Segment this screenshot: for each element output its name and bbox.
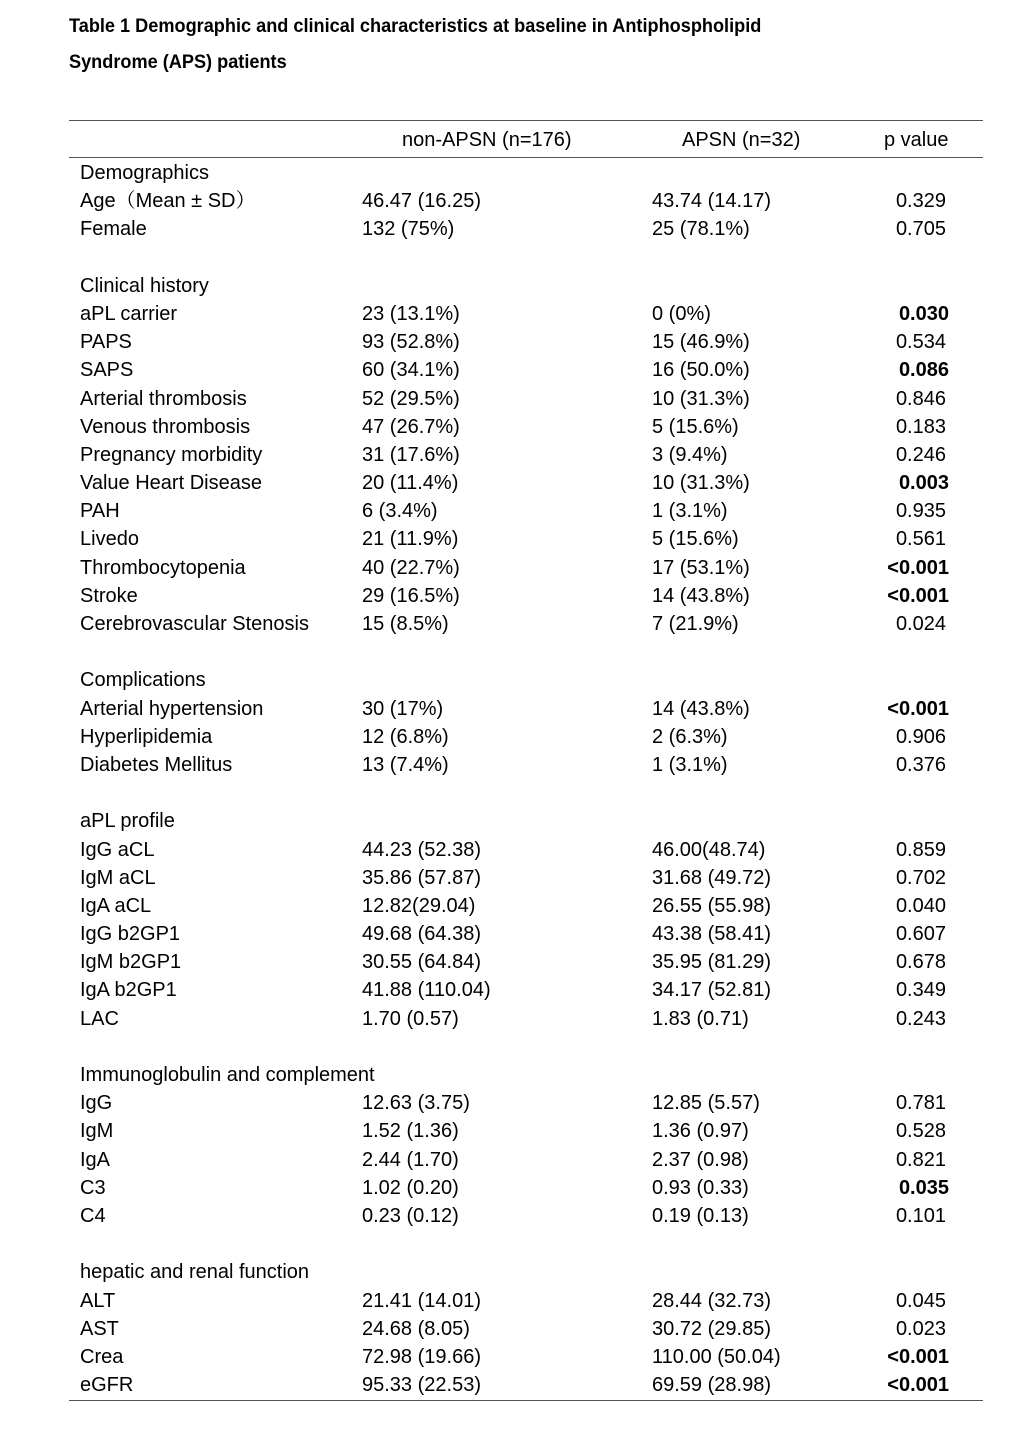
table-row bbox=[0, 215, 1034, 243]
cell-p-value: 0.528 bbox=[895, 1120, 946, 1143]
cell-non-apsn: 40 (22.7%) bbox=[362, 556, 460, 579]
cell-non-apsn: 60 (34.1%) bbox=[362, 359, 460, 382]
cell-p-value: 0.821 bbox=[895, 1148, 946, 1171]
table-row bbox=[0, 497, 1034, 525]
row-label: IgA aCL bbox=[80, 894, 152, 917]
row-label: PAPS bbox=[80, 331, 132, 354]
row-label: AST bbox=[80, 1317, 119, 1340]
cell-apsn: 46.00(48.74) bbox=[652, 838, 766, 861]
row-label: Hyperlipidemia bbox=[80, 725, 213, 748]
cell-non-apsn: 20 (11.4%) bbox=[362, 472, 459, 495]
cell-non-apsn: 44.23 (52.38) bbox=[362, 838, 481, 861]
cell-apsn: 17 (53.1%) bbox=[652, 556, 750, 579]
cell-non-apsn: 13 (7.4%) bbox=[362, 753, 449, 776]
row-label: Diabetes Mellitus bbox=[80, 753, 233, 776]
table-row bbox=[0, 610, 1034, 638]
row-label: Pregnancy morbidity bbox=[80, 443, 263, 466]
cell-non-apsn: 41.88 (110.04) bbox=[362, 979, 491, 1002]
cell-apsn: 10 (31.3%) bbox=[652, 387, 750, 410]
table-row bbox=[0, 385, 1034, 413]
cell-p-value: 0.534 bbox=[895, 331, 946, 354]
cell-apsn: 35.95 (81.29) bbox=[652, 951, 771, 974]
cell-non-apsn: 12 (6.8%) bbox=[362, 725, 449, 748]
top-rule bbox=[69, 120, 983, 121]
caption-line-2: Syndrome (APS) patients bbox=[69, 51, 287, 73]
cell-non-apsn: 0.23 (0.12) bbox=[362, 1204, 459, 1227]
cell-apsn: 43.38 (58.41) bbox=[652, 923, 771, 946]
row-label: Immunoglobulin and complement bbox=[80, 1064, 375, 1086]
cell-apsn: 0 (0%) bbox=[652, 302, 711, 325]
cell-p-value: 0.101 bbox=[895, 1204, 946, 1227]
cell-p-value: 0.023 bbox=[895, 1317, 946, 1340]
cell-p-value: <0.001 bbox=[887, 584, 949, 607]
row-label: IgM b2GP1 bbox=[80, 951, 182, 974]
cell-non-apsn: 49.68 (64.38) bbox=[362, 923, 481, 946]
cell-p-value: 0.243 bbox=[895, 1007, 946, 1030]
table-row bbox=[0, 1174, 1034, 1202]
header-rule bbox=[69, 157, 983, 158]
row-label: Arterial hypertension bbox=[80, 697, 264, 720]
table-row bbox=[0, 1343, 1034, 1371]
cell-p-value: 0.035 bbox=[898, 1176, 949, 1199]
section-header-row bbox=[0, 807, 1034, 835]
cell-p-value: 0.935 bbox=[895, 500, 946, 523]
row-label: Stroke bbox=[80, 584, 138, 607]
table-row bbox=[0, 695, 1034, 723]
cell-apsn: 30.72 (29.85) bbox=[652, 1317, 771, 1340]
cell-p-value: 0.376 bbox=[895, 753, 946, 776]
cell-p-value: 0.702 bbox=[895, 866, 946, 889]
table-row bbox=[0, 1315, 1034, 1343]
cell-non-apsn: 132 (75%) bbox=[362, 218, 455, 241]
row-label: ALT bbox=[80, 1289, 116, 1312]
table-row bbox=[0, 582, 1034, 610]
cell-non-apsn: 1.52 (1.36) bbox=[362, 1120, 459, 1143]
spacer-row bbox=[0, 244, 1034, 272]
cell-p-value: 0.349 bbox=[895, 979, 946, 1002]
table-row bbox=[0, 1371, 1034, 1399]
table-row bbox=[0, 920, 1034, 948]
table-caption bbox=[69, 8, 906, 80]
cell-apsn: 1.83 (0.71) bbox=[652, 1007, 749, 1030]
section-header-row bbox=[0, 1258, 1034, 1286]
cell-apsn: 5 (15.6%) bbox=[652, 528, 739, 551]
cell-apsn: 10 (31.3%) bbox=[652, 472, 750, 495]
cell-apsn: 12.85 (5.57) bbox=[652, 1092, 760, 1115]
cell-p-value: 0.561 bbox=[895, 528, 946, 551]
cell-non-apsn: 31 (17.6%) bbox=[362, 443, 460, 466]
cell-p-value: <0.001 bbox=[887, 556, 949, 579]
table-row bbox=[0, 723, 1034, 751]
cell-apsn: 16 (50.0%) bbox=[652, 359, 750, 382]
table-row bbox=[0, 1202, 1034, 1230]
cell-non-apsn: 30 (17%) bbox=[362, 697, 444, 720]
row-label: hepatic and renal function bbox=[80, 1261, 310, 1284]
cell-apsn: 31.68 (49.72) bbox=[652, 866, 771, 889]
cell-non-apsn: 95.33 (22.53) bbox=[362, 1374, 481, 1397]
cell-apsn: 1 (3.1%) bbox=[652, 753, 728, 776]
row-label: IgG bbox=[80, 1092, 113, 1115]
cell-p-value: 0.183 bbox=[895, 415, 946, 438]
row-label: C3 bbox=[80, 1176, 106, 1199]
row-label: Thrombocytopenia bbox=[80, 556, 246, 579]
cell-apsn: 34.17 (52.81) bbox=[652, 979, 771, 1002]
cell-apsn: 26.55 (55.98) bbox=[652, 894, 771, 917]
spacer-row bbox=[0, 779, 1034, 807]
cell-non-apsn: 35.86 (57.87) bbox=[362, 866, 481, 889]
cell-non-apsn: 6 (3.4%) bbox=[362, 500, 438, 523]
row-label: PAH bbox=[80, 500, 120, 523]
spacer-row bbox=[0, 1230, 1034, 1258]
cell-apsn: 25 (78.1%) bbox=[652, 218, 750, 241]
cell-non-apsn: 1.02 (0.20) bbox=[362, 1176, 459, 1199]
row-label: LAC bbox=[80, 1007, 119, 1030]
header-p-value: p value bbox=[884, 129, 949, 151]
row-label: Livedo bbox=[80, 528, 139, 551]
cell-p-value: <0.001 bbox=[887, 1345, 949, 1368]
cell-p-value: 0.906 bbox=[895, 725, 946, 748]
row-label: Crea bbox=[80, 1345, 124, 1368]
section-header-row bbox=[0, 1061, 1034, 1089]
row-label: IgG aCL bbox=[80, 838, 155, 861]
row-label: Value Heart Disease bbox=[80, 472, 262, 495]
row-label: aPL carrier bbox=[80, 302, 178, 325]
row-label: IgM bbox=[80, 1120, 114, 1143]
cell-p-value: 0.030 bbox=[898, 302, 949, 325]
cell-non-apsn: 46.47 (16.25) bbox=[362, 190, 481, 213]
row-label: eGFR bbox=[80, 1374, 134, 1397]
cell-p-value: 0.086 bbox=[898, 359, 949, 382]
cell-apsn: 69.59 (28.98) bbox=[652, 1374, 771, 1397]
cell-p-value: 0.859 bbox=[895, 838, 946, 861]
row-label: Venous thrombosis bbox=[80, 415, 251, 438]
row-label: aPL profile bbox=[80, 810, 175, 833]
cell-p-value: <0.001 bbox=[887, 697, 949, 720]
cell-apsn: 3 (9.4%) bbox=[652, 443, 728, 466]
cell-p-value: 0.040 bbox=[895, 894, 946, 917]
cell-apsn: 7 (21.9%) bbox=[652, 613, 739, 635]
cell-apsn: 14 (43.8%) bbox=[652, 697, 750, 720]
table-row bbox=[0, 554, 1034, 582]
cell-non-apsn: 1.70 (0.57) bbox=[362, 1007, 459, 1030]
cell-non-apsn: 52 (29.5%) bbox=[362, 387, 460, 410]
table-row bbox=[0, 525, 1034, 553]
table-row bbox=[0, 1005, 1034, 1033]
cell-apsn: 15 (46.9%) bbox=[652, 331, 750, 354]
cell-p-value: 0.246 bbox=[895, 443, 946, 466]
table-row bbox=[0, 864, 1034, 892]
cell-apsn: 14 (43.8%) bbox=[652, 584, 750, 607]
cell-non-apsn: 12.63 (3.75) bbox=[362, 1092, 470, 1115]
cell-p-value: 0.024 bbox=[895, 613, 946, 635]
cell-non-apsn: 29 (16.5%) bbox=[362, 584, 460, 607]
cell-non-apsn: 15 (8.5%) bbox=[362, 613, 449, 635]
table-row bbox=[0, 469, 1034, 497]
cell-p-value: <0.001 bbox=[887, 1374, 949, 1397]
cell-apsn: 0.19 (0.13) bbox=[652, 1204, 749, 1227]
section-header-row bbox=[0, 159, 1034, 187]
row-label: Age（Mean ± SD） bbox=[80, 190, 256, 213]
cell-non-apsn: 2.44 (1.70) bbox=[362, 1148, 459, 1171]
table-row bbox=[0, 1287, 1034, 1315]
cell-p-value: 0.846 bbox=[895, 387, 946, 410]
section-header-row bbox=[0, 666, 1034, 694]
section-header-row bbox=[0, 272, 1034, 300]
cell-apsn: 2 (6.3%) bbox=[652, 725, 728, 748]
table-row bbox=[0, 948, 1034, 976]
row-label: IgA bbox=[80, 1148, 111, 1171]
row-label: Female bbox=[80, 218, 147, 241]
row-label: SAPS bbox=[80, 359, 134, 382]
cell-non-apsn: 72.98 (19.66) bbox=[362, 1345, 481, 1368]
table-row bbox=[0, 328, 1034, 356]
table-row bbox=[0, 300, 1034, 328]
bottom-rule bbox=[69, 1400, 983, 1401]
cell-non-apsn: 12.82(29.04) bbox=[362, 894, 476, 917]
spacer-row bbox=[0, 638, 1034, 666]
table-row bbox=[0, 356, 1034, 384]
cell-apsn: 2.37 (0.98) bbox=[652, 1148, 749, 1171]
header-non-apsn: non-APSN (n=176) bbox=[402, 129, 572, 151]
cell-p-value: 0.607 bbox=[895, 923, 946, 946]
row-label: IgM aCL bbox=[80, 866, 156, 889]
cell-p-value: 0.705 bbox=[895, 218, 946, 241]
table-body bbox=[0, 159, 1034, 1399]
row-label: Demographics bbox=[80, 162, 209, 184]
row-label: IgA b2GP1 bbox=[80, 979, 177, 1002]
cell-non-apsn: 47 (26.7%) bbox=[362, 415, 460, 438]
spacer-row bbox=[0, 1033, 1034, 1061]
row-label: IgG b2GP1 bbox=[80, 923, 181, 946]
row-label: Clinical history bbox=[80, 274, 209, 297]
cell-non-apsn: 21 (11.9%) bbox=[362, 528, 459, 551]
row-label: C4 bbox=[80, 1204, 106, 1227]
cell-non-apsn: 21.41 (14.01) bbox=[362, 1289, 481, 1312]
table-row bbox=[0, 1117, 1034, 1145]
table-row bbox=[0, 751, 1034, 779]
cell-apsn: 1 (3.1%) bbox=[652, 500, 728, 523]
table-row bbox=[0, 441, 1034, 469]
cell-apsn: 0.93 (0.33) bbox=[652, 1176, 749, 1199]
cell-non-apsn: 30.55 (64.84) bbox=[362, 951, 481, 974]
row-label: Arterial thrombosis bbox=[80, 387, 247, 410]
table-row bbox=[0, 976, 1034, 1004]
table-row bbox=[0, 836, 1034, 864]
table-row bbox=[0, 1089, 1034, 1117]
table-row bbox=[0, 892, 1034, 920]
cell-apsn: 110.00 (50.04) bbox=[652, 1345, 781, 1368]
cell-non-apsn: 23 (13.1%) bbox=[362, 302, 460, 325]
cell-apsn: 5 (15.6%) bbox=[652, 415, 739, 438]
cell-p-value: 0.045 bbox=[895, 1289, 946, 1312]
row-label: Cerebrovascular Stenosis bbox=[80, 613, 309, 635]
row-label: Complications bbox=[80, 669, 206, 692]
table-row bbox=[0, 1146, 1034, 1174]
cell-apsn: 43.74 (14.17) bbox=[652, 190, 771, 213]
caption-line-1: Table 1 Demographic and clinical characteristics at baseline in Antiphospholipid bbox=[69, 15, 762, 37]
cell-non-apsn: 93 (52.8%) bbox=[362, 331, 460, 354]
cell-p-value: 0.678 bbox=[895, 951, 946, 974]
cell-apsn: 1.36 (0.97) bbox=[652, 1120, 749, 1143]
cell-p-value: 0.003 bbox=[898, 472, 949, 495]
header-apsn: APSN (n=32) bbox=[682, 129, 801, 151]
table-row bbox=[0, 187, 1034, 215]
cell-p-value: 0.781 bbox=[895, 1092, 946, 1115]
cell-p-value: 0.329 bbox=[895, 190, 946, 213]
cell-non-apsn: 24.68 (8.05) bbox=[362, 1317, 470, 1340]
cell-apsn: 28.44 (32.73) bbox=[652, 1289, 771, 1312]
table-row bbox=[0, 413, 1034, 441]
